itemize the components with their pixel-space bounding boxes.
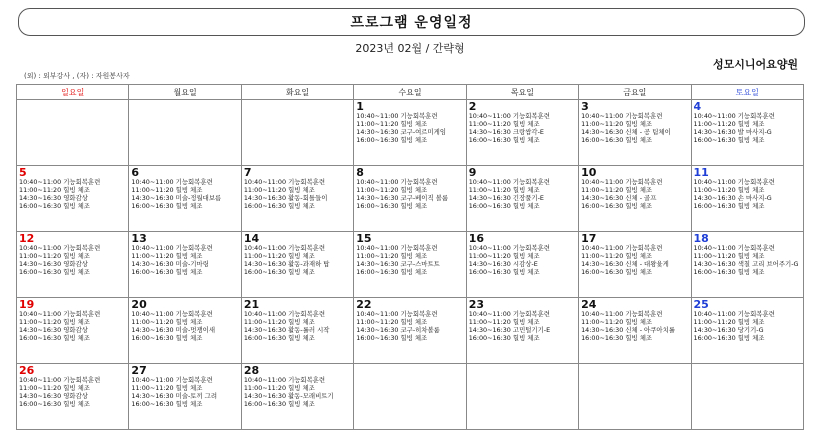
schedule-entry: 16:00~16:30 힐빙 체조 xyxy=(468,268,540,276)
calendar-day-cell xyxy=(691,298,803,364)
calendar-empty-cell xyxy=(17,100,129,166)
schedule-entry: 11:00~11:20 힐빙 체조 xyxy=(19,186,90,194)
schedule-entry: 10:40~11:00 기능회복훈련 xyxy=(19,178,101,186)
calendar-day-cell xyxy=(241,232,353,298)
schedule-entry: 10:40~11:00 기능회복훈련 xyxy=(468,178,550,186)
schedule-entry: 16:00~16:30 힐빙 체조 xyxy=(468,334,540,342)
page-subtitle: 2023년 02월 / 간략형 xyxy=(355,42,465,55)
schedule-entry: 14:30~16:30 고민털기기-E xyxy=(468,326,551,334)
schedule-entry: 11:00~11:20 힐빙 체조 xyxy=(581,120,653,128)
schedule-entry: 10:40~11:00 기능회복훈련 xyxy=(693,178,775,186)
schedule-entry: 10:40~11:00 기능회복훈련 xyxy=(243,244,326,252)
schedule-entry: 11:00~11:20 힐빙 체조 xyxy=(131,186,203,194)
schedule-entry: 11:00~11:20 힐빙 체조 xyxy=(581,186,653,194)
day-number: 4 xyxy=(693,100,702,113)
schedule-entry: 11:00~11:20 힐빙 체조 xyxy=(468,318,540,326)
calendar-day-cell xyxy=(129,166,241,232)
schedule-entry: 10:40~11:00 기능회복훈련 xyxy=(131,310,213,318)
calendar-day-cell xyxy=(579,100,691,166)
calendar-day-cell xyxy=(241,166,353,232)
weekday-header-row xyxy=(17,85,804,100)
schedule-entry: 10:40~11:00 기능회복훈련 xyxy=(243,178,326,186)
schedule-entry: 16:00~16:30 힐빙 체조 xyxy=(693,268,765,276)
schedule-entry: 11:00~11:20 힐빙 체조 xyxy=(243,186,315,194)
schedule-entry: 11:00~11:20 힐빙 체조 xyxy=(19,384,90,392)
schedule-entry: 10:40~11:00 기능회복훈련 xyxy=(356,310,438,318)
calendar-day-cell xyxy=(691,100,803,166)
day-number: 24 xyxy=(581,298,597,311)
schedule-entry: 10:40~11:00 기능회복훈련 xyxy=(243,376,326,384)
calendar-day-cell xyxy=(579,232,691,298)
day-number: 18 xyxy=(693,232,709,245)
schedule-entry: 11:00~11:20 힐빙 체조 xyxy=(131,252,203,260)
day-number: 14 xyxy=(243,232,260,245)
weekday-header-friday: 금요일 xyxy=(579,85,691,100)
schedule-entry: 10:40~11:00 기능회복훈련 xyxy=(19,376,101,384)
day-number: 12 xyxy=(19,232,35,245)
organization-name: 성모시니어요양원 xyxy=(712,58,798,71)
schedule-entry: 10:40~11:00 기능회복훈련 xyxy=(581,178,663,186)
schedule-entry: 16:00~16:30 힐빙 체조 xyxy=(581,202,653,210)
schedule-entry: 14:30~16:30 코구-스마트트 xyxy=(356,260,440,268)
schedule-entry: 14:30~16:30 시감상-E xyxy=(468,260,538,268)
schedule-entry: 14:30~16:30 코구-히차볼룸 xyxy=(356,326,440,334)
schedule-entry: 10:40~11:00 기능회복훈련 xyxy=(19,244,101,252)
calendar-day-cell xyxy=(354,298,466,364)
schedule-entry: 10:40~11:00 기능회복훈련 xyxy=(131,244,213,252)
schedule-entry: 10:40~11:00 기능회복훈련 xyxy=(693,310,775,318)
schedule-entry: 11:00~11:20 힐빙 체조 xyxy=(356,186,428,194)
day-number: 15 xyxy=(356,232,372,245)
calendar-week-row xyxy=(17,298,804,364)
day-number: 25 xyxy=(693,298,709,311)
schedule-entry: 11:00~11:20 힐빙 체조 xyxy=(693,120,765,128)
schedule-entry: 14:30~16:30 신체 - 공 팀체이 xyxy=(581,128,671,136)
schedule-entry: 14:30~16:30 미술-토끼 그려 xyxy=(131,392,218,400)
schedule-entry: 16:00~16:30 힐빙 체조 xyxy=(693,202,765,210)
schedule-entry: 16:00~16:30 힐빙 체조 xyxy=(19,268,90,276)
calendar-day-cell xyxy=(354,232,466,298)
schedule-entry: 16:00~16:30 힐빙 체조 xyxy=(131,400,203,408)
calendar-empty-cell xyxy=(129,100,241,166)
schedule-entry: 16:00~16:30 힐빙 체조 xyxy=(131,202,203,210)
schedule-entry: 11:00~11:20 힐빙 체조 xyxy=(468,186,540,194)
schedule-entry: 16:00~16:30 힐빙 체조 xyxy=(468,136,540,144)
schedule-entry: 11:00~11:20 힐빙 체조 xyxy=(468,120,540,128)
calendar-day-cell xyxy=(466,232,578,298)
calendar-week-row xyxy=(17,364,804,430)
calendar-day-cell xyxy=(579,298,691,364)
calendar-day-cell xyxy=(691,166,803,232)
schedule-entry: 14:30~16:30 신체 - 골프 xyxy=(581,194,657,202)
schedule-entry: 14:30~16:30 미술-정월대보름 xyxy=(131,194,222,202)
schedule-entry: 11:00~11:20 힐빙 체조 xyxy=(243,252,315,260)
day-number: 27 xyxy=(131,364,147,377)
day-number: 19 xyxy=(19,298,35,311)
calendar-day-cell xyxy=(241,364,353,430)
schedule-entry: 16:00~16:30 힐빙 체조 xyxy=(581,268,653,276)
schedule-entry: 16:00~16:30 힐빙 체조 xyxy=(356,136,428,144)
schedule-entry: 14:30~16:30 색칠 고리 브어주기-G xyxy=(693,260,799,268)
schedule-entry: 16:00~16:30 힐빙 체조 xyxy=(131,268,203,276)
schedule-entry: 10:40~11:00 기능회복훈련 xyxy=(356,178,438,186)
schedule-entry: 14:30~16:30 영화감상 xyxy=(19,194,88,202)
schedule-entry: 14:30~16:30 영화감상 xyxy=(19,260,88,268)
schedule-entry: 14:30~16:30 미술-기마링 xyxy=(131,260,209,268)
calendar-day-cell xyxy=(466,100,578,166)
schedule-entry: 10:40~11:00 기능회복훈련 xyxy=(19,310,101,318)
schedule-entry: 14:30~16:30 활동-모래비트기 xyxy=(243,392,334,400)
schedule-entry: 10:40~11:00 기능회복훈련 xyxy=(468,310,550,318)
schedule-entry: 14:30~16:30 신체 - 대왕윷게 xyxy=(581,260,669,268)
calendar-week-row xyxy=(17,100,804,166)
calendar-empty-cell xyxy=(354,364,466,430)
weekday-header-monday: 월요일 xyxy=(129,85,241,100)
calendar-empty-cell xyxy=(241,100,353,166)
schedule-entry: 10:40~11:00 기능회복훈련 xyxy=(131,376,213,384)
day-number: 16 xyxy=(468,232,484,245)
schedule-entry: 11:00~11:20 힐빙 체조 xyxy=(356,252,428,260)
day-number: 9 xyxy=(468,166,477,179)
schedule-entry: 16:00~16:30 힐빙 체조 xyxy=(243,202,315,210)
schedule-entry: 14:30~16:30 미술-멋쟁이새 xyxy=(131,326,215,334)
schedule-entry: 10:40~11:00 기능회복훈련 xyxy=(581,244,663,252)
schedule-entry: 10:40~11:00 기능회복훈련 xyxy=(581,112,663,120)
calendar-week-row xyxy=(17,232,804,298)
weekday-header-tuesday: 화요일 xyxy=(241,85,353,100)
schedule-entry: 14:30~16:30 코구-베이직 볼룸 xyxy=(356,194,449,202)
calendar-day-cell xyxy=(354,100,466,166)
calendar-empty-cell xyxy=(691,364,803,430)
schedule-entry: 16:00~16:30 힐빙 체조 xyxy=(243,400,315,408)
calendar-day-cell xyxy=(466,298,578,364)
schedule-entry: 16:00~16:30 힐빙 체조 xyxy=(356,202,428,210)
schedule-entry: 16:00~16:30 힐빙 체조 xyxy=(581,334,653,342)
page-title-box xyxy=(18,8,805,36)
day-number: 5 xyxy=(19,166,27,179)
calendar-day-cell xyxy=(466,166,578,232)
schedule-entry: 11:00~11:20 힐빙 체조 xyxy=(19,318,90,326)
schedule-entry: 16:00~16:30 힐빙 체조 xyxy=(243,334,315,342)
schedule-entry: 10:40~11:00 기능회복훈련 xyxy=(581,310,663,318)
calendar-day-cell xyxy=(241,298,353,364)
schedule-entry: 11:00~11:20 힐빙 체조 xyxy=(468,252,540,260)
schedule-entry: 11:00~11:20 힐빙 체조 xyxy=(131,384,203,392)
schedule-entry: 14:30~16:30 손 마사지-G xyxy=(693,194,772,202)
calendar-day-cell xyxy=(129,232,241,298)
day-number: 20 xyxy=(131,298,147,311)
schedule-entry: 16:00~16:30 힐빙 체조 xyxy=(356,334,428,342)
schedule-entry: 11:00~11:20 힐빙 체조 xyxy=(243,318,315,326)
schedule-entry: 16:00~16:30 힐빙 체조 xyxy=(19,334,90,342)
calendar-day-cell xyxy=(354,166,466,232)
day-number: 8 xyxy=(356,166,364,179)
schedule-entry: 11:00~11:20 힐빙 체조 xyxy=(356,318,428,326)
legend-note: (외) : 외부강사 , (자) : 자원봉사자 xyxy=(24,72,130,80)
calendar-day-cell xyxy=(17,166,129,232)
schedule-entry: 10:40~11:00 기능회복훈련 xyxy=(693,112,775,120)
calendar-table xyxy=(16,84,804,430)
day-number: 10 xyxy=(581,166,597,179)
schedule-entry: 14:30~16:30 당기기-G xyxy=(693,326,764,334)
schedule-entry: 10:40~11:00 기능회복훈련 xyxy=(131,178,213,186)
schedule-entry: 16:00~16:30 힐빙 체조 xyxy=(19,202,90,210)
day-number: 3 xyxy=(581,100,589,113)
schedule-entry: 14:30~16:30 영화감상 xyxy=(19,392,88,400)
day-number: 17 xyxy=(581,232,597,245)
day-number: 26 xyxy=(19,364,35,377)
calendar-day-cell xyxy=(691,232,803,298)
weekday-header-sunday: 일요일 xyxy=(17,85,129,100)
schedule-entry: 16:00~16:30 힐빙 체조 xyxy=(131,334,203,342)
schedule-entry: 14:30~16:30 활동-롤러 시작 xyxy=(243,326,330,334)
schedule-entry: 16:00~16:30 힐빙 체조 xyxy=(468,202,540,210)
schedule-entry: 11:00~11:20 힐빙 체조 xyxy=(19,252,90,260)
calendar-day-cell xyxy=(129,364,241,430)
schedule-entry: 14:30~16:30 영화감상 xyxy=(19,326,88,334)
calendar-day-cell xyxy=(129,298,241,364)
schedule-entry: 16:00~16:30 힐빙 체조 xyxy=(243,268,315,276)
schedule-entry: 16:00~16:30 힐빙 체조 xyxy=(693,136,765,144)
schedule-entry: 10:40~11:00 기능회복훈련 xyxy=(468,244,550,252)
calendar-day-cell xyxy=(579,166,691,232)
schedule-entry: 16:00~16:30 힐빙 체조 xyxy=(19,400,90,408)
schedule-entry: 11:00~11:20 힐빙 체조 xyxy=(356,120,428,128)
day-number: 1 xyxy=(356,100,364,113)
day-number: 7 xyxy=(243,166,252,179)
schedule-entry: 14:30~16:30 발 마사지-G xyxy=(693,128,772,136)
weekday-header-saturday: 토요일 xyxy=(691,85,803,100)
calendar-empty-cell xyxy=(466,364,578,430)
schedule-entry: 14:30~16:30 활동-회틀들이 xyxy=(243,194,328,202)
schedule-entry: 16:00~16:30 힐빙 체조 xyxy=(356,268,428,276)
schedule-entry: 11:00~11:20 힐빙 체조 xyxy=(693,186,765,194)
schedule-entry: 11:00~11:20 힐빙 체조 xyxy=(581,318,653,326)
weekday-header-thursday: 목요일 xyxy=(466,85,578,100)
schedule-entry: 11:00~11:20 힐빙 체조 xyxy=(243,384,315,392)
day-number: 2 xyxy=(468,100,477,113)
schedule-entry: 14:30~16:30 신체 - 아쿠아치롤 xyxy=(581,326,675,334)
page-title: 프로그램 운영일정 xyxy=(350,15,473,31)
schedule-entry: 10:40~11:00 기능회복훈련 xyxy=(243,310,326,318)
schedule-entry: 14:30~16:30 활동-과재하 탑 xyxy=(243,260,330,268)
day-number: 13 xyxy=(131,232,147,245)
day-number: 22 xyxy=(356,298,372,311)
calendar-body xyxy=(17,100,804,430)
calendar-empty-cell xyxy=(579,364,691,430)
schedule-entry: 14:30~16:30 크랑쌈각-E xyxy=(468,128,544,136)
schedule-entry: 11:00~11:20 힐빙 체조 xyxy=(693,318,765,326)
schedule-entry: 10:40~11:00 기능회복훈련 xyxy=(356,244,438,252)
schedule-entry: 10:40~11:00 기능회복훈련 xyxy=(693,244,775,252)
schedule-entry: 14:30~16:30 긴장풀기-E xyxy=(468,194,544,202)
schedule-entry: 14:30~16:30 코구-여르미게임 xyxy=(356,128,447,136)
day-number: 11 xyxy=(693,166,709,179)
day-number: 21 xyxy=(243,298,260,311)
day-number: 23 xyxy=(468,298,484,311)
schedule-entry: 11:00~11:20 힐빙 체조 xyxy=(131,318,203,326)
schedule-entry: 11:00~11:20 힐빙 체조 xyxy=(693,252,765,260)
calendar-day-cell xyxy=(17,298,129,364)
calendar-week-row xyxy=(17,166,804,232)
day-number: 6 xyxy=(131,166,140,179)
calendar-day-cell xyxy=(17,232,129,298)
schedule-entry: 10:40~11:00 기능회복훈련 xyxy=(468,112,550,120)
schedule-entry: 16:00~16:30 힐빙 체조 xyxy=(693,334,765,342)
calendar-day-cell xyxy=(17,364,129,430)
weekday-header-wednesday: 수요일 xyxy=(354,85,466,100)
day-number: 28 xyxy=(243,364,260,377)
schedule-entry: 11:00~11:20 힐빙 체조 xyxy=(581,252,653,260)
schedule-entry: 16:00~16:30 힐빙 체조 xyxy=(581,136,653,144)
schedule-entry: 10:40~11:00 기능회복훈련 xyxy=(356,112,438,120)
